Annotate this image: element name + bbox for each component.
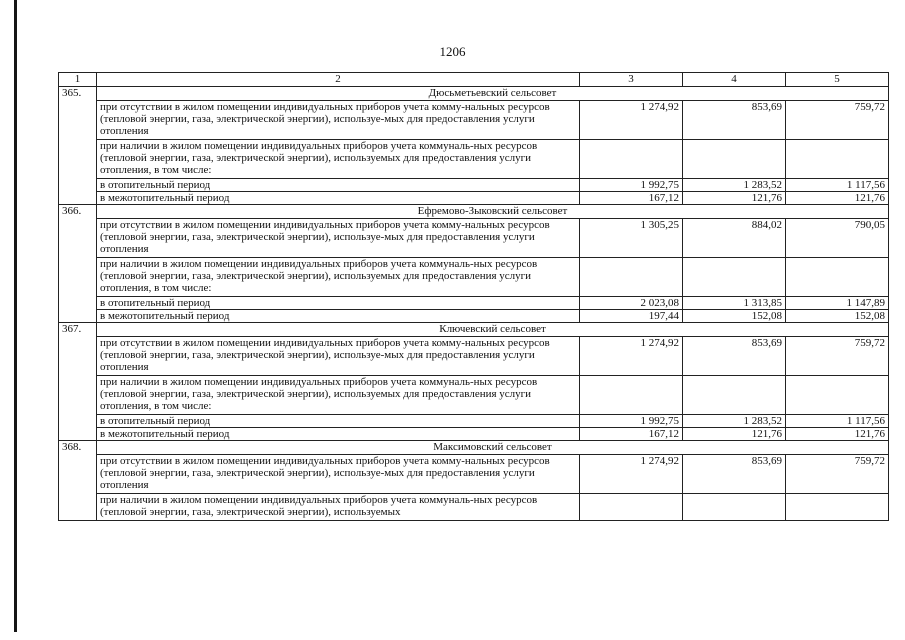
column-number: 5: [786, 73, 889, 87]
tariff-value-col4: [683, 140, 786, 179]
tariff-value-col4: 1 283,52: [683, 415, 786, 428]
tariff-value-col3: 1 992,75: [580, 415, 683, 428]
table-row: [59, 258, 889, 297]
section-number: 367.: [59, 323, 97, 441]
tariff-value-col4: 884,02: [683, 219, 786, 258]
section-header-row: [59, 323, 889, 337]
tariff-value-col3: 1 274,92: [580, 455, 683, 494]
tariff-value-col5: 152,08: [786, 310, 889, 323]
tariff-value-col4: 1 313,85: [683, 297, 786, 310]
tariff-value-col3: 1 992,75: [580, 179, 683, 192]
tariff-value-col5: 1 117,56: [786, 179, 889, 192]
tariff-table: [58, 72, 889, 521]
page-binding-edge: [14, 0, 17, 632]
tariff-value-col3: [580, 140, 683, 179]
section-number: 365.: [59, 87, 97, 205]
tariff-value-col5: 790,05: [786, 219, 889, 258]
row-description: при наличии в жилом помещении индивидуальных приборов учета коммуналь-ных ресурсов (тепловой энергии, газа, электрической энергии), используемых для предоставления услуги отопления, в том числе:: [97, 258, 580, 297]
tariff-value-col4: [683, 258, 786, 297]
tariff-value-col3: 1 274,92: [580, 337, 683, 376]
tariff-value-col5: [786, 258, 889, 297]
tariff-value-col5: 121,76: [786, 428, 889, 441]
section-title: Ключевский сельсовет: [97, 323, 889, 337]
tariff-value-col4: 853,69: [683, 101, 786, 140]
section-number: 366.: [59, 205, 97, 323]
tariff-value-col4: 1 283,52: [683, 179, 786, 192]
table-row: [59, 337, 889, 376]
table-row: [59, 192, 889, 205]
section-header-row: [59, 205, 889, 219]
row-description: при отсутствии в жилом помещении индивидуальных приборов учета комму-нальных ресурсов (тепловой энергии, газа, электрической энергии), используе-мых для предоставления услуги отопления: [97, 337, 580, 376]
row-description: при наличии в жилом помещении индивидуальных приборов учета коммуналь-ных ресурсов (тепловой энергии, газа, электрической энергии), используемых: [97, 494, 580, 521]
table-row: [59, 297, 889, 310]
section-header-row: [59, 87, 889, 101]
column-number-row: [59, 73, 889, 87]
table-row: [59, 376, 889, 415]
table-row: [59, 415, 889, 428]
section-number: 368.: [59, 441, 97, 521]
row-description: при наличии в жилом помещении индивидуальных приборов учета коммуналь-ных ресурсов (тепловой энергии, газа, электрической энергии), используемых для предоставления услуги отопления, в том числе:: [97, 376, 580, 415]
column-number: 1: [59, 73, 97, 87]
tariff-value-col4: 121,76: [683, 192, 786, 205]
table-row: [59, 179, 889, 192]
row-description: в отопительный период: [97, 297, 580, 310]
table-row: [59, 140, 889, 179]
tariff-value-col3: [580, 258, 683, 297]
tariff-value-col4: 853,69: [683, 337, 786, 376]
tariff-value-col5: [786, 140, 889, 179]
tariff-value-col4: 853,69: [683, 455, 786, 494]
tariff-value-col5: 759,72: [786, 101, 889, 140]
tariff-value-col4: 121,76: [683, 428, 786, 441]
row-description: в межотопительный период: [97, 428, 580, 441]
tariff-value-col5: 121,76: [786, 192, 889, 205]
table-body: [59, 87, 889, 521]
tariff-value-col3: 1 274,92: [580, 101, 683, 140]
row-description: в межотопительный период: [97, 192, 580, 205]
section-title: Дюсьметьевский сельсовет: [97, 87, 889, 101]
table-row: [59, 428, 889, 441]
table-row: [59, 101, 889, 140]
tariff-value-col5: [786, 494, 889, 521]
tariff-value-col3: 1 305,25: [580, 219, 683, 258]
row-description: в отопительный период: [97, 415, 580, 428]
row-description: при отсутствии в жилом помещении индивидуальных приборов учета комму-нальных ресурсов (тепловой энергии, газа, электрической энергии), используе-мых для предоставления услуги отопления: [97, 455, 580, 494]
row-description: при отсутствии в жилом помещении индивидуальных приборов учета комму-нальных ресурсов (тепловой энергии, газа, электрической энергии), используе-мых для предоставления услуги отопления: [97, 101, 580, 140]
row-description: в отопительный период: [97, 179, 580, 192]
tariff-value-col3: [580, 376, 683, 415]
tariff-value-col4: [683, 494, 786, 521]
tariff-value-col5: 759,72: [786, 337, 889, 376]
tariff-value-col3: 167,12: [580, 192, 683, 205]
table-row: [59, 219, 889, 258]
table-row: [59, 494, 889, 521]
tariff-value-col3: 167,12: [580, 428, 683, 441]
row-description: при наличии в жилом помещении индивидуальных приборов учета коммуналь-ных ресурсов (тепловой энергии, газа, электрической энергии), используемых для предоставления услуги отопления, в том числе:: [97, 140, 580, 179]
column-number: 2: [97, 73, 580, 87]
section-title: Ефремово-Зыковский сельсовет: [97, 205, 889, 219]
table-row: [59, 455, 889, 494]
tariff-value-col4: 152,08: [683, 310, 786, 323]
tariff-value-col5: 1 147,89: [786, 297, 889, 310]
table-row: [59, 310, 889, 323]
column-number: 4: [683, 73, 786, 87]
row-description: в межотопительный период: [97, 310, 580, 323]
tariff-value-col3: 2 023,08: [580, 297, 683, 310]
tariff-value-col5: 759,72: [786, 455, 889, 494]
section-header-row: [59, 441, 889, 455]
tariff-value-col3: [580, 494, 683, 521]
section-title: Максимовский сельсовет: [97, 441, 889, 455]
column-number: 3: [580, 73, 683, 87]
row-description: при отсутствии в жилом помещении индивидуальных приборов учета комму-нальных ресурсов (тепловой энергии, газа, электрической энергии), используе-мых для предоставления услуги отопления: [97, 219, 580, 258]
tariff-value-col3: 197,44: [580, 310, 683, 323]
tariff-value-col5: 1 117,56: [786, 415, 889, 428]
tariff-value-col4: [683, 376, 786, 415]
page-number: 1206: [439, 44, 466, 59]
tariff-value-col5: [786, 376, 889, 415]
